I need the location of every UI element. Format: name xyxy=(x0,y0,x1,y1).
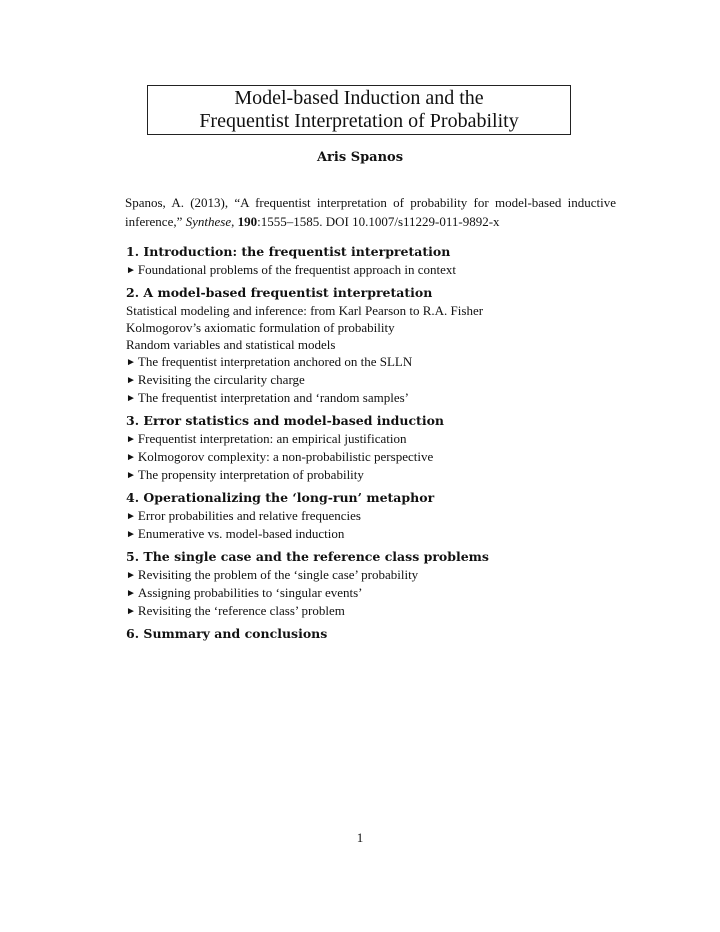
citation-volume: 190 xyxy=(237,214,258,229)
toc-item-text: Revisiting the problem of the ‘single case’ probability xyxy=(137,567,419,582)
citation-part-1: Spanos, A. (2013), “A frequentist interpretation of probability for model-based inductive inference,” xyxy=(125,195,616,229)
toc-item-text: Revisiting the circularity charge xyxy=(137,372,305,387)
toc-section xyxy=(126,243,606,279)
toc-item-text: The propensity interpretation of probability xyxy=(137,467,364,482)
citation-text xyxy=(106,193,616,231)
toc-item xyxy=(126,584,606,602)
table-of-contents xyxy=(126,243,606,648)
section-heading xyxy=(126,489,606,507)
toc-item-text: Revisiting the ‘reference class’ problem xyxy=(137,603,345,618)
toc-item xyxy=(126,448,606,466)
toc-item-text: Kolmogorov complexity: a non-probabilistic perspective xyxy=(137,449,434,464)
toc-item xyxy=(126,525,606,543)
toc-item xyxy=(126,430,606,448)
section-title: Error statistics and model-based induction xyxy=(143,413,445,428)
section-heading xyxy=(126,243,606,261)
toc-item xyxy=(126,261,606,279)
citation xyxy=(106,193,616,231)
section-title: Summary and conclusions xyxy=(143,626,328,641)
triangle-bullet-icon: ► xyxy=(126,570,136,581)
title-box xyxy=(147,85,571,135)
section-title: Introduction: the frequentist interpretation xyxy=(143,244,451,259)
title-line-1: Model-based Induction and the xyxy=(234,87,484,109)
title-line-2: Frequentist Interpretation of Probability xyxy=(199,110,519,132)
toc-item xyxy=(126,389,606,407)
triangle-bullet-icon: ► xyxy=(126,588,136,599)
toc-section xyxy=(126,284,606,407)
section-number: 1. xyxy=(126,244,140,259)
triangle-bullet-icon: ► xyxy=(126,470,136,481)
toc-item-text: Random variables and statistical models xyxy=(126,337,336,352)
triangle-bullet-icon: ► xyxy=(126,606,136,617)
toc-section xyxy=(126,412,606,484)
toc-item xyxy=(126,353,606,371)
toc-item-text: Enumerative vs. model-based induction xyxy=(137,526,345,541)
citation-journal: Synthese xyxy=(185,214,232,229)
citation-part-2: :1555–1585. DOI 10.1007/s11229-011-9892-x xyxy=(257,214,500,229)
triangle-bullet-icon: ► xyxy=(126,393,136,404)
section-number: 2. xyxy=(126,285,140,300)
section-heading xyxy=(126,625,606,643)
section-number: 6. xyxy=(126,626,140,641)
citation-sep: , xyxy=(231,214,238,229)
section-number: 4. xyxy=(126,490,140,505)
toc-item xyxy=(126,336,606,353)
toc-item xyxy=(126,371,606,389)
section-heading xyxy=(126,412,606,430)
triangle-bullet-icon: ► xyxy=(126,357,136,368)
section-title: The single case and the reference class problems xyxy=(143,549,489,564)
author-name: Aris Spanos xyxy=(316,150,404,165)
toc-section xyxy=(126,489,606,543)
section-number: 5. xyxy=(126,549,140,564)
toc-item-text: Assigning probabilities to ‘singular events’ xyxy=(137,585,363,600)
section-number: 3. xyxy=(126,413,140,428)
toc-item-text: Foundational problems of the frequentist approach in context xyxy=(137,262,456,277)
triangle-bullet-icon: ► xyxy=(126,265,136,276)
toc-section xyxy=(126,548,606,620)
toc-item-text: Statistical modeling and inference: from Karl Pearson to R.A. Fisher xyxy=(126,303,484,318)
page-number: 1 xyxy=(356,830,364,845)
toc-item-text: Error probabilities and relative frequencies xyxy=(137,508,361,523)
toc-item-text: Frequentist interpretation: an empirical justification xyxy=(137,431,407,446)
toc-item xyxy=(126,602,606,620)
section-title: A model-based frequentist interpretation xyxy=(143,285,433,300)
toc-item-text: The frequentist interpretation and ‘random samples’ xyxy=(137,390,410,405)
triangle-bullet-icon: ► xyxy=(126,511,136,522)
triangle-bullet-icon: ► xyxy=(126,529,136,540)
toc-item xyxy=(126,319,606,336)
toc-section xyxy=(126,625,606,643)
triangle-bullet-icon: ► xyxy=(126,375,136,386)
section-heading xyxy=(126,548,606,566)
toc-item xyxy=(126,302,606,319)
triangle-bullet-icon: ► xyxy=(126,452,136,463)
toc-item xyxy=(126,507,606,525)
triangle-bullet-icon: ► xyxy=(126,434,136,445)
toc-item xyxy=(126,566,606,584)
toc-item-text: The frequentist interpretation anchored on the SLLN xyxy=(137,354,413,369)
toc-item xyxy=(126,466,606,484)
section-heading xyxy=(126,284,606,302)
section-title: Operationalizing the ‘long-run’ metaphor xyxy=(143,490,435,505)
toc-item-text: Kolmogorov’s axiomatic formulation of probability xyxy=(126,320,395,335)
